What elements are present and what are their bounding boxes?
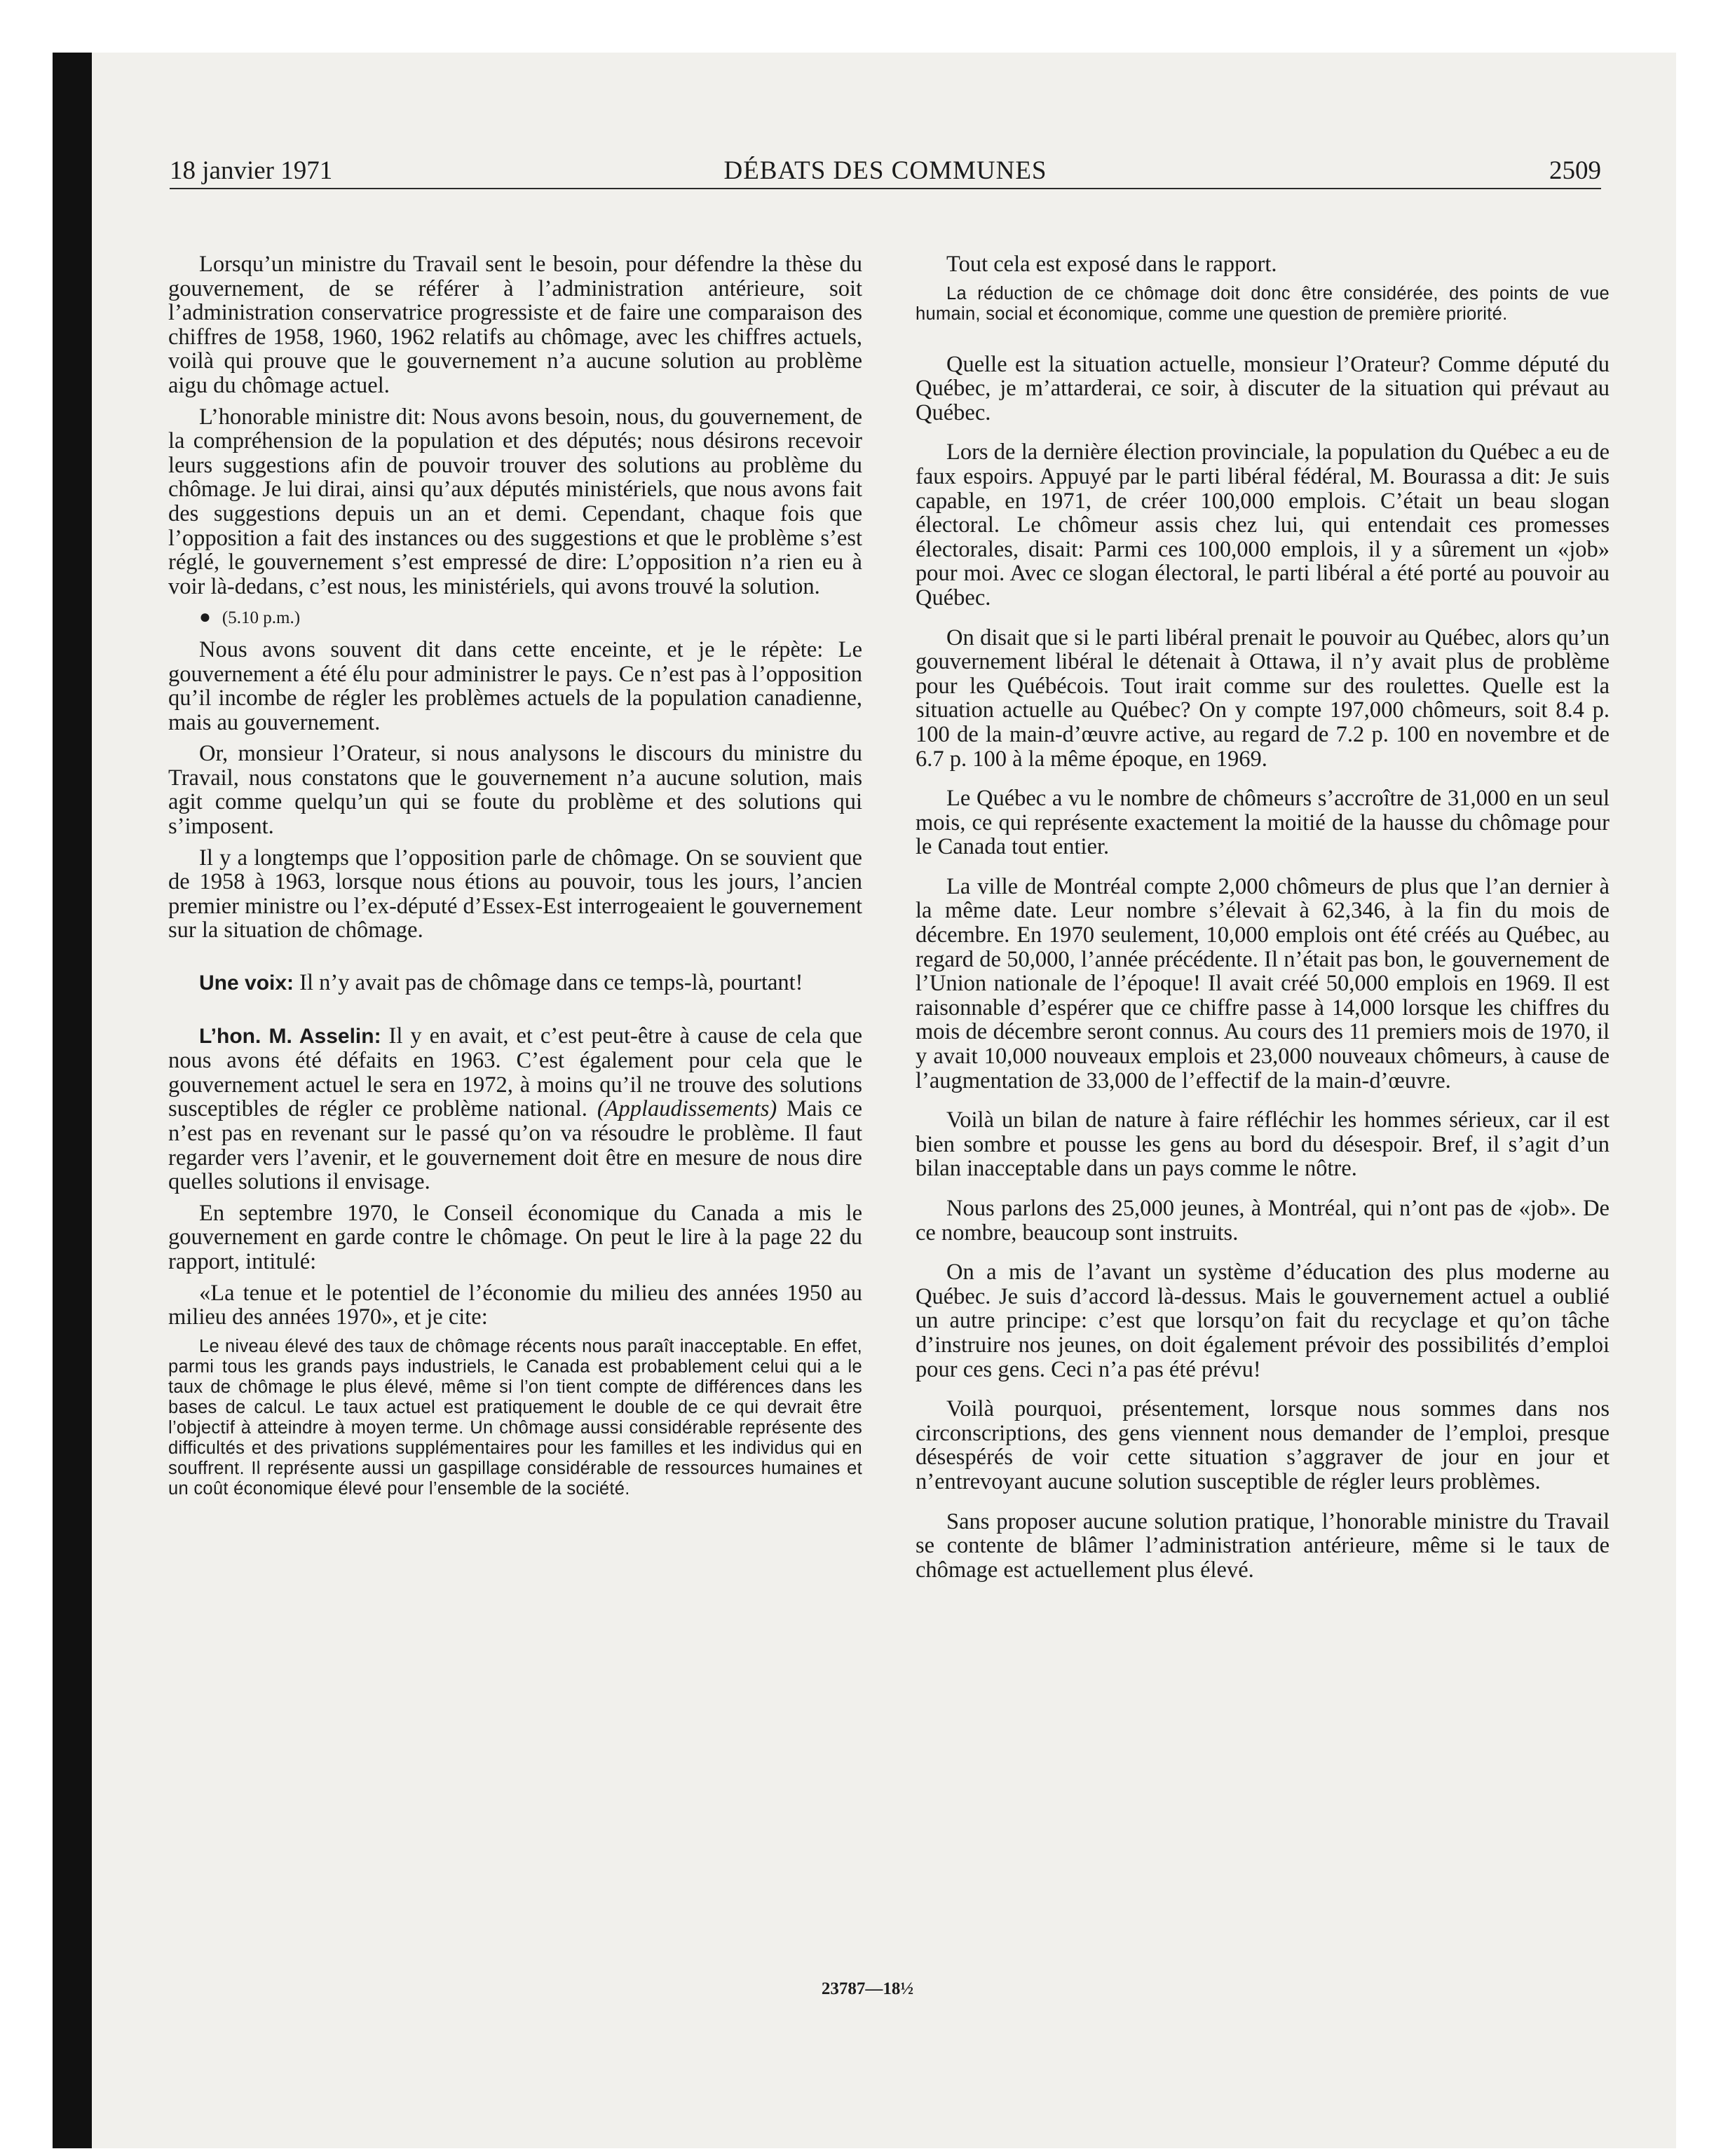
speech-text: Il y en avait, et c’est peut-être à cause de cela que nous avons été défaits en 1963. C’est également pour cela que le gouvernement actuel le sera en 1972, à moins qu’il ne trouve des solutions susceptibles de régler ce problème national. [168, 1023, 862, 1122]
bullet-icon: ● [199, 606, 211, 629]
block-quote: La réduction de ce chômage doit donc être considérée, des points de vue humain, social et économique, comme une question de première priorité. [916, 283, 1610, 324]
paragraph: En septembre 1970, le Conseil économique du Canada a mis le gouvernement en garde contre le chômage. On peut le lire à la page 22 du rapport, intitulé: [168, 1200, 862, 1274]
scan-edge [53, 53, 92, 2148]
right-column [916, 252, 1610, 1589]
speech-text: Mais ce n’est pas en revenant sur le passé qu’on va résoudre le problème. Il faut regarder vers l’avenir, et le gouvernement doit être en mesure de nous dire quelles solutions il envisage. [168, 1096, 862, 1195]
time-marker-text: (5.10 p.m.) [222, 608, 301, 628]
header-title: DÉBATS DES COMMUNES [723, 156, 1047, 185]
paragraph: L’honorable ministre dit: Nous avons besoin, nous, du gouvernement, de la compréhension de la population et des députés; nous désirons recevoir leurs suggestions afin de pouvoir trouver des solutions au problème du chômage. Je lui dirai, ainsi qu’aux députés ministériels, que nous avons fait des suggestions depuis un an et demi. Cependant, chaque fois que l’opposition a fait des instances ou des suggestions et que le problème s’est réglé, le gouvernement s’est empressé de dire: L’opposition n’a rien eu à voir là-dedans, c’est nous, les ministériels, qui avons trouvé la solution. [168, 404, 862, 599]
speaker-name: Une voix: [199, 971, 294, 995]
paragraph: Voilà un bilan de nature à faire réfléchir les hommes sérieux, car il est bien sombre et pousse les gens au bord du désespoir. Bref, il s’agit d’un bilan inacceptable dans un pays comme le nôtre. [916, 1107, 1610, 1182]
paragraph: Il y a longtemps que l’opposition parle de chômage. On se souvient que de 1958 à 1963, lorsque nous étions au pouvoir, tous les jours, l’ancien premier ministre ou l’ex-député d’Essex-Est interrogeaient le gouvernement sur la situation de chômage. [168, 845, 862, 943]
paragraph: «La tenue et le potentiel de l’économie du milieu des années 1950 au milieu des années 1970», et je cite: [168, 1280, 862, 1330]
paragraph: Sans proposer aucune solution pratique, l’honorable ministre du Travail se contente de blâmer l’administration antérieure, même si le taux de chômage est actuellement plus élevé. [916, 1508, 1610, 1583]
paragraph: On a mis de l’avant un système d’éducation des plus moderne au Québec. Je suis d’accord là-dessus. Mais le gouvernement actuel a oublié un autre principe: c’est que lorsqu’on fait du recyclage et qu’on tâche d’instruire nos jeunes, on doit également prévoir des possibilités d’emploi pour ces gens. Ceci n’a pas été prévu! [916, 1260, 1610, 1382]
paragraph: On disait que si le parti libéral prenait le pouvoir au Québec, alors qu’un gouvernement libéral le détenait à Ottawa, il n’y avait plus de problème pour les Québécois. Tout irait comme sur des roulettes. Quelle est la situation actuelle au Québec? On y compte 197,000 chômeurs, soit 8.4 p. 100 de la main-d’œuvre active, au regard de 7.2 p. 100 en novembre et de 6.7 p. 100 à la même époque, en 1969. [916, 625, 1610, 772]
paragraph: Or, monsieur l’Orateur, si nous analysons le discours du ministre du Travail, nous constatons que le gouvernement n’a aucune solution, mais agit comme quelqu’un qui se foute du problème et des solutions qui s’imposent. [168, 741, 862, 840]
page-header [170, 156, 1601, 189]
paragraph: Lors de la dernière élection provinciale, la population du Québec a eu de faux espoirs. Appuyé par le parti libéral fédéral, M. Bourassa a dit: Je suis capable, en 1971, de créer 100,000 emplois. C’était un beau slogan électoral. Le chômeur assis chez lui, qui entendait ces promesses électorales, disait: Parmi ces 100,000 emplois, il y a sûrement un «job» pour moi. Avec ce slogan électoral, le parti libéral a été porté au pouvoir au Québec. [916, 439, 1610, 610]
footer-code: 23787—18½ [821, 1979, 914, 1998]
block-quote: Le niveau élevé des taux de chômage récents nous paraît inacceptable. En effet, parmi tous les grands pays industriels, le Canada est probablement celui qui a le taux de chômage le plus élevé, même si l’on tient compte de différences dans les bases de calcul. Le taux actuel est pratiquement le double de ce qui devrait être l’objectif à atteindre à moyen terme. Un chômage aussi considérable représente des difficultés et des privations supplémentaires pour les familles et les individus qui en souffrent. Il représente aussi un gaspillage considérable de ressources humaines et un coût économique élevé pour l’ensemble de la société. [168, 1336, 862, 1499]
interjection-text: Il n’y avait pas de chômage dans ce temps-là, pourtant! [299, 970, 803, 996]
page-number: 2509 [1549, 156, 1601, 185]
interjection [168, 971, 862, 996]
paragraph: Quelle est la situation actuelle, monsieur l’Orateur? Comme député du Québec, je m’attarderai, ce soir, à discuter de la situation qui prévaut au Québec. [916, 351, 1610, 425]
speaker-name: L’hon. M. Asselin: [199, 1024, 381, 1048]
paragraph: Nous avons souvent dit dans cette enceinte, et je le répète: Le gouvernement a été élu pour administrer le pays. Ce n’est pas à l’opposition qu’il incombe de régler les problèmes actuels de la population canadienne, mais au gouvernement. [168, 636, 862, 735]
paragraph: Voilà pourquoi, présentement, lorsque nous sommes dans nos circonscriptions, des gens viennent nous demander de l’emploi, presque désespérés de voir cette situation s’aggraver de jour en jour et n’entrevoyant aucune solution susceptible de régler leurs problèmes. [916, 1396, 1610, 1494]
time-marker [168, 606, 862, 631]
left-column [168, 252, 862, 1515]
paragraph: Le Québec a vu le nombre de chômeurs s’accroître de 31,000 en un seul mois, ce qui représente exactement la moitié de la hausse du chômage pour le Canada tout entier. [916, 786, 1610, 860]
header-date: 18 janvier 1971 [170, 156, 333, 185]
paragraph: La ville de Montréal compte 2,000 chômeurs de plus que l’an dernier à la même date. Leur nombre s’élevait à 62,346, à la fin du mois de décembre. En 1970 seulement, 10,000 emplois ont été créés au Québec, au regard de 50,000, l’année précédente. Il n’était pas bon, le gouvernement de l’Union nationale de l’époque! Il avait créé 50,000 emplois en 1969. Il est raisonnable d’espérer que ce chiffre passe à 14,000 lorsque les chiffres du mois de décembre seront connus. Au cours des 11 premiers mois de 1970, il y avait 10,000 nouveaux emplois et 23,000 nouveaux chômeurs, à cause de l’augmentation de 33,000 de l’effectif de la main-d’œuvre. [916, 873, 1610, 1093]
paragraph: Lorsqu’un ministre du Travail sent le besoin, pour défendre la thèse du gouvernement, de se référer à l’administration antérieure, soit l’administration conservatrice progressiste et de faire une comparaison des chiffres de 1958, 1960, 1962 relatifs au chômage, avec les chiffres actuels, voilà qui prouve que le gouvernement n’a aucune solution au problème aigu du chômage actuel. [168, 252, 862, 398]
applause-note: (Applaudissements) [597, 1096, 777, 1122]
speech-paragraph [168, 1024, 862, 1194]
paragraph: Nous parlons des 25,000 jeunes, à Montréal, qui n’ont pas de «job». De ce nombre, beaucoup sont instruits. [916, 1196, 1610, 1246]
paragraph: Tout cela est exposé dans le rapport. [946, 252, 1277, 277]
